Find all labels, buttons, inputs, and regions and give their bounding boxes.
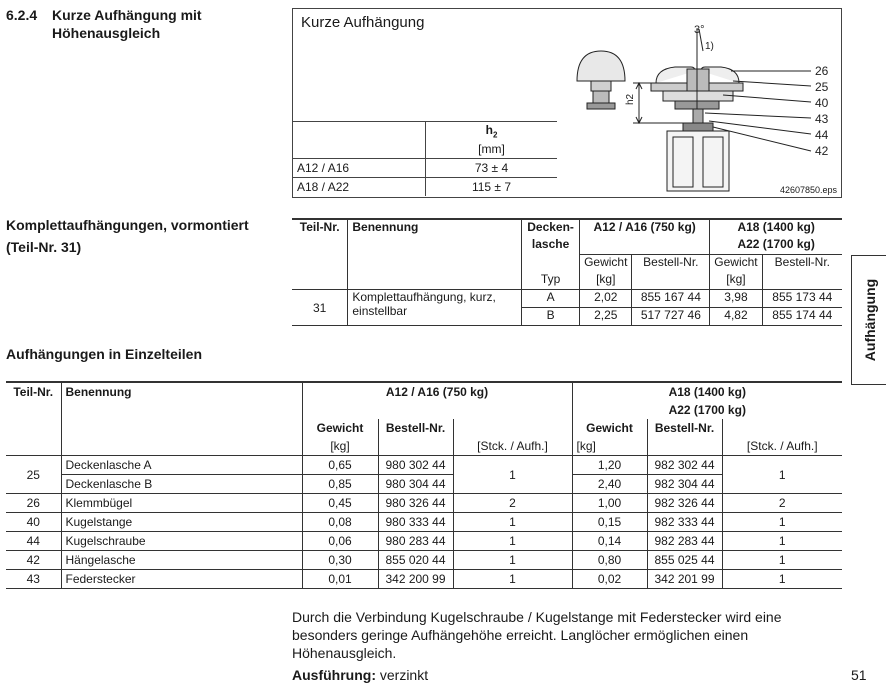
table-row: B 2,25 517 727 46 4,82 855 174 44 <box>292 308 842 326</box>
h2-unit: [mm] <box>478 142 505 156</box>
complete-heading-line2: (Teil-Nr. 31) <box>6 239 82 255</box>
table-row: 43 Federstecker 0,01 342 200 99 1 0,02 342 201 99 1 <box>6 570 842 589</box>
complete-table: Teil-Nr. Benennung Decken- A12 / A16 (750 kg) A18 (1400 kg) lasche A22 (1700 kg) Gewicht Bestell-Nr. Gewicht Bestell-Nr. Typ [kg] [kg] 31 Komplettaufhängung, kurz, einstellbar A 2,02 855 167 44 3,98 855 173 44 B 2,25 517 727 46 4,82 855 174 44 <box>292 218 842 326</box>
callout-44: 44 <box>815 128 829 142</box>
side-tab: Aufhängung <box>851 255 886 385</box>
page-number: 51 <box>851 667 867 683</box>
height-table <box>293 121 557 196</box>
height-label: h2 <box>625 93 636 105</box>
callout-40: 40 <box>815 96 829 110</box>
note-label: 1) <box>705 41 714 52</box>
table-row: A12 / A16 73 ± 4 <box>293 159 557 178</box>
table-row: 42 Hängelasche 0,30 855 020 44 1 0,80 855 025 44 1 <box>6 551 842 570</box>
section-number: 6.2.4 <box>6 7 38 23</box>
finish-label: Ausführung: <box>292 667 376 683</box>
figure-title: Kurze Aufhängung <box>301 14 425 31</box>
table-row: 40 Kugelstange 0,08 980 333 44 1 0,15 982 333 44 1 <box>6 513 842 532</box>
finish-line <box>292 667 428 683</box>
callout-25: 25 <box>815 80 829 94</box>
table-row: Deckenlasche B 0,85 980 304 44 2,40 982 304 44 <box>6 475 842 494</box>
callout-26: 26 <box>815 64 829 78</box>
angle-label: 3° <box>694 24 705 36</box>
suspension-drawing <box>563 9 841 197</box>
callout-42: 42 <box>815 144 829 158</box>
section-title-line1: Kurze Aufhängung mit <box>52 7 202 23</box>
description-paragraph: Durch die Verbindung Kugelschraube / Kugelstange mit Federstecker wird eine besonders geringe Aufhängehöhe erreicht. Langlöcher ermöglichen einen Höhenausgleich. <box>292 609 782 661</box>
parts-table: Teil-Nr. Benennung A12 / A16 (750 kg) A18 (1400 kg) A22 (1700 kg) Gewicht Bestell-Nr. Gewicht Bestell-Nr. [kg] [Stck. / Aufh.] [kg] [Stck. / Aufh.] 25 Deckenlasche A 0,65 980 302 44 1 1,20 982 302 44 1 Deckenlasche B 0,85 980 304 44 2,40 982 304 44 26 Klemmbügel 0,45 980 326 44 2 1,00 982 326 44 2 40 Kugelstange 0,08 980 333 44 1 0,15 982 333 44 1 44 Kugelschraube 0,06 980 283 44 1 0,14 982 283 44 1 42 Hängelasche 0,30 855 020 44 1 0,80 855 025 44 1 43 Federstecker 0,01 342 200 99 1 0,02 342 201 99 1 <box>6 381 842 589</box>
callout-43: 43 <box>815 112 829 126</box>
file-code: 42607850.eps <box>779 185 837 195</box>
table-row: A18 / A22 115 ± 7 <box>293 178 557 197</box>
table-row: 31 Komplettaufhängung, kurz, einstellbar A 2,02 855 167 44 3,98 855 173 44 <box>292 290 842 308</box>
section-title-line2: Höhenausgleich <box>52 25 161 41</box>
h2-header: $h_2$ <box>485 122 498 140</box>
complete-heading-line1: Komplettaufhängungen, vormontiert <box>6 217 249 233</box>
table-row: 44 Kugelschraube 0,06 980 283 44 1 0,14 982 283 44 1 <box>6 532 842 551</box>
table-row: 25 Deckenlasche A 0,65 980 302 44 1 1,20 982 302 44 1 <box>6 456 842 475</box>
table-row: 26 Klemmbügel 0,45 980 326 44 2 1,00 982 326 44 2 <box>6 494 842 513</box>
figure-box <box>292 8 842 198</box>
parts-heading: Aufhängungen in Einzelteilen <box>6 346 202 362</box>
finish-value: verzinkt <box>379 667 429 683</box>
